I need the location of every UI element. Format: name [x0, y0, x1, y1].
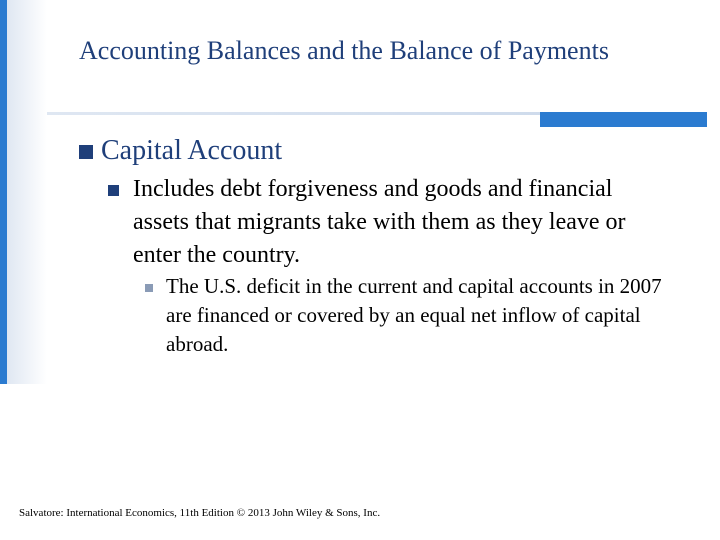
- slide-footer: Salvatore: International Economics, 11th Edition © 2013 John Wiley & Sons, Inc.: [19, 507, 381, 519]
- left-decorative-bar: [0, 0, 47, 384]
- square-bullet-icon: [108, 185, 119, 196]
- bullet-heading: Capital Account: [101, 135, 283, 166]
- sub-sub-bullet-text: The U.S. deficit in the current and capital accounts in 2007 are financed or covered by an equal net inflow of capital abroad.: [166, 274, 662, 356]
- title-divider-accent: [540, 112, 707, 127]
- left-accent-stripe: [0, 0, 7, 384]
- left-gradient-panel: [7, 0, 47, 384]
- sub-bullet-text: Includes debt forgiveness and goods and financial assets that migrants take with them as they leave or enter the country.: [133, 176, 626, 268]
- square-bullet-icon: [145, 284, 153, 292]
- square-bullet-icon: [79, 145, 93, 159]
- slide-title: Accounting Balances and the Balance of Payments: [79, 36, 609, 65]
